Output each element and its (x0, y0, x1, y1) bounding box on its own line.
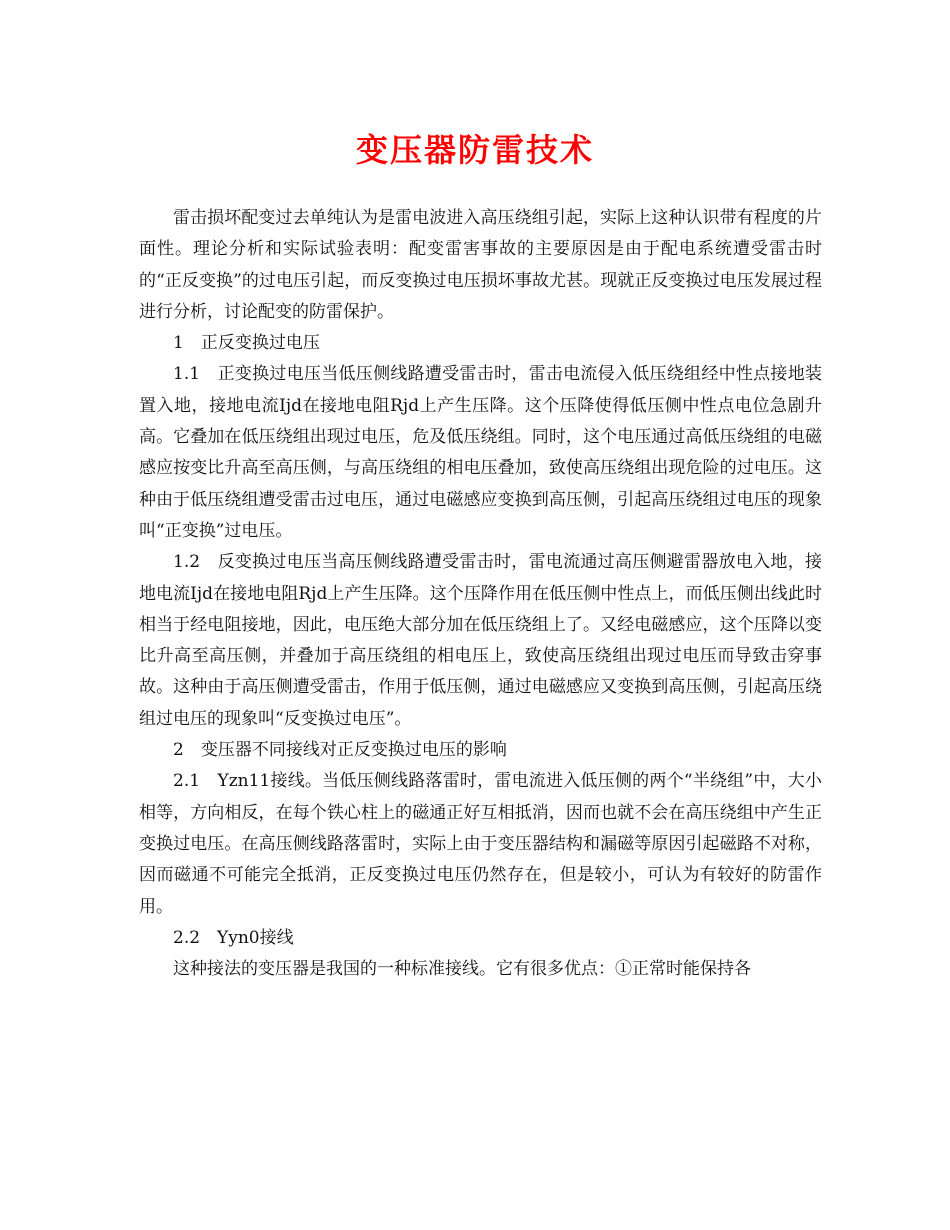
paragraph-1-2: 1.2 反变换过电压当高压侧线路遭受雷击时，雷电流通过高压侧避雷器放电入地，接地电流Ijd在接地电阻Rjd上产生压降。这个压降作用在低压侧中性点上，而低压侧出线此时相当于经电阻接地，因此，电压绝大部分加在低压绕组上了。又经电磁感应，这个压降以变比升高至高压侧，并叠加于高压绕组的相电压上，致使高压绕组出现过电压而导致击穿事故。这种由于高压侧遭受雷击，作用于低压侧，通过电磁感应又变换到高压侧，引起高压绕组过电压的现象叫“反变换过电压”。 (139, 552, 822, 729)
section-heading-2-2: 2.2 Yyn0接线 (173, 927, 294, 948)
paragraph-2-2-body: 这种接法的变压器是我国的一种标准接线。它有很多优点：①正常时能保持各 (173, 959, 751, 980)
paragraph-intro: 雷击损坏配变过去单纯认为是雷电波进入高压绕组引起，实际上这种认识带有程度的片面性。理论分析和实际试验表明：配变雷害事故的主要原因是由于配电系统遭受雷击时的“正反变换”的过电压引起，而反变换过电压损坏事故尤甚。现就正反变换过电压发展过程进行分析，讨论配变的防雷保护。 (139, 208, 822, 322)
document-body (139, 203, 822, 985)
paragraph-2-1: 2.1 Yzn11接线。当低压侧线路落雷时，雷电流进入低压侧的两个“半绕组”中，大小相等，方向相反，在每个铁心柱上的磁通正好互相抵消，因而也就不会在高压绕组中产生正变换过电压。在高压侧线路落雷时，实际上由于变压器结构和漏磁等原因引起磁路不对称，因而磁通不可能完全抵消，正反变换过电压仍然存在，但是较小，可认为有较好的防雷作用。 (139, 771, 822, 917)
section-heading-2: 2 变压器不同接线对正反变换过电压的影响 (173, 740, 507, 761)
document-title: 变压器防雷技术 (355, 131, 594, 169)
paragraph-1-1: 1.1 正变换过电压当低压侧线路遭受雷击时，雷击电流侵入低压绕组经中性点接地装置入地，接地电流Ijd在接地电阻Rjd上产生压降。这个压降使得低压侧中性点电位急剧升高。它叠加在低压绕组出现过电压，危及低压绕组。同时，这个电压通过高低压绕组的电磁感应按变比升高至高压侧，与高压绕组的相电压叠加，致使高压绕组出现危险的过电压。这种由于低压绕组遭受雷击过电压，通过电磁感应变换到高压侧，引起高压绕组过电压的现象叫“正变换”过电压。 (139, 364, 822, 541)
section-heading-1: 1 正反变换过电压 (173, 333, 320, 354)
